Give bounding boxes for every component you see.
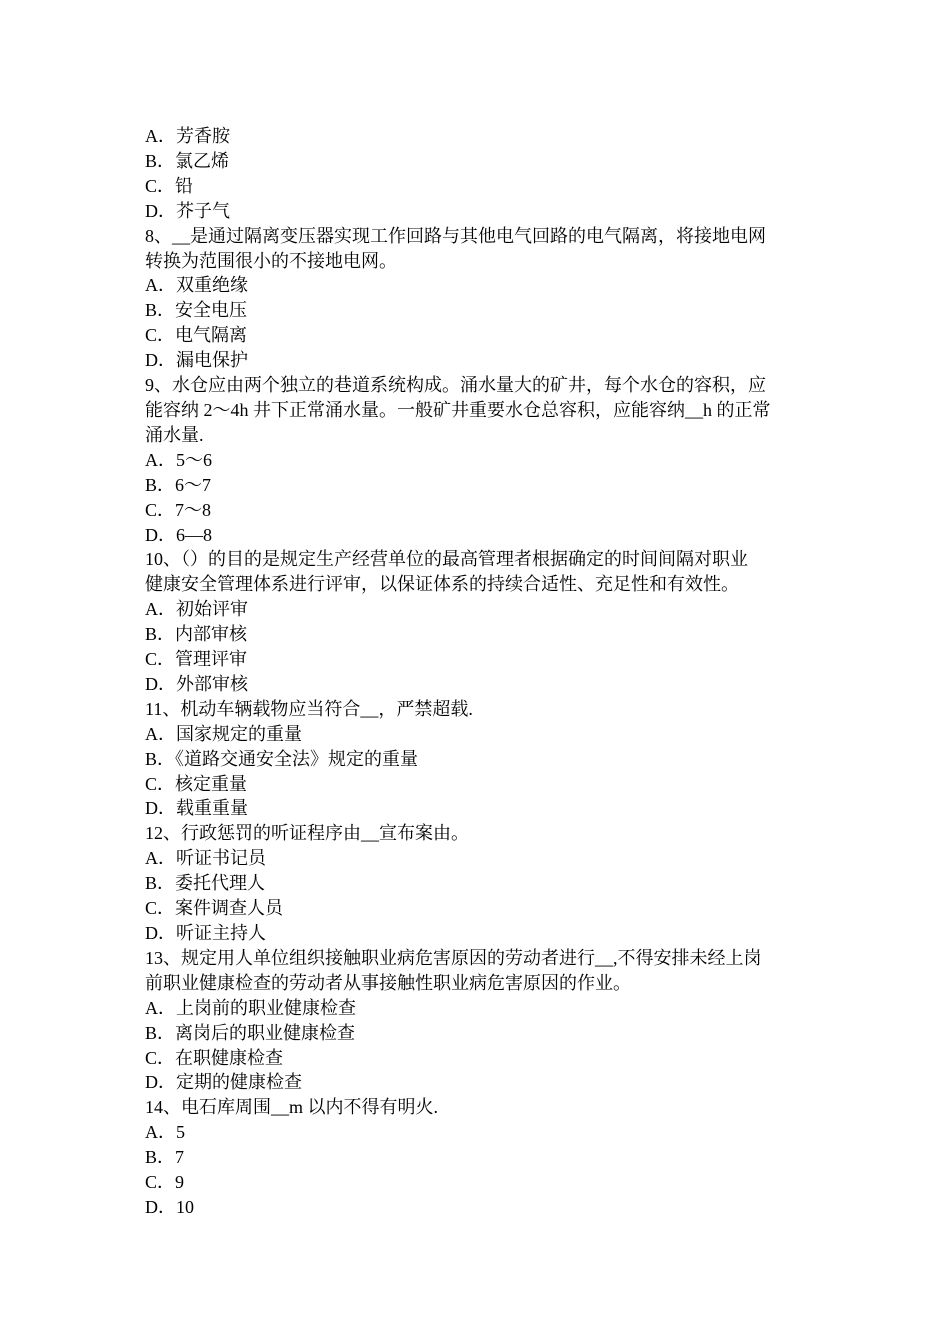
answer-option: C．铅: [145, 175, 194, 196]
question-text: 涌水量.: [145, 424, 204, 445]
answer-option: D．定期的健康检查: [145, 1072, 302, 1093]
answer-option: C．电气隔离: [145, 325, 248, 346]
document-page: [145, 124, 810, 1220]
answer-option: C．7～8: [145, 499, 212, 520]
answer-option: B．安全电压: [145, 300, 248, 321]
answer-option: A．听证书记员: [145, 848, 266, 869]
question-text: 12、行政惩罚的听证程序由__宣布案由。: [145, 823, 469, 844]
answer-option: A．上岗前的职业健康检查: [145, 997, 356, 1018]
answer-option: D．外部审核: [145, 673, 248, 694]
answer-option: D．芥子气: [145, 200, 230, 221]
question-text: 9、水仓应由两个独立的巷道系统构成。涌水量大的矿井，每个水仓的容积，应: [145, 375, 766, 396]
question-text: 前职业健康检查的劳动者从事接触性职业病危害原因的作业。: [145, 972, 631, 993]
answer-option: C．9: [145, 1172, 185, 1193]
answer-option: B．6～7: [145, 474, 212, 495]
answer-option: D．漏电保护: [145, 350, 248, 371]
answer-option: D．载重重量: [145, 798, 248, 819]
question-text: 14、电石库周围__m 以内不得有明火.: [145, 1097, 438, 1118]
answer-option: A．芳香胺: [145, 126, 230, 146]
question-text: 8、__是通过隔离变压器实现工作回路与其他电气回路的电气隔离，将接地电网: [145, 225, 766, 246]
answer-option: A．5: [145, 1122, 185, 1143]
answer-option: D．听证主持人: [145, 923, 266, 943]
answer-option: B．氯乙烯: [145, 150, 230, 171]
answer-option: C．核定重量: [145, 773, 248, 794]
question-text: 健康安全管理体系进行评审，以保证体系的持续合适性、充足性和有效性。: [145, 574, 739, 595]
answer-option: B．7: [145, 1147, 185, 1168]
question-text: 转换为范围很小的不接地电网。: [145, 250, 397, 271]
answer-option: A．5～6: [145, 449, 212, 470]
answer-option: C．管理评审: [145, 649, 248, 670]
question-text: 能容纳 2～4h 井下正常涌水量。一般矿井重要水仓总容积，应能容纳__h 的正常: [145, 399, 771, 420]
answer-option: A．国家规定的重量: [145, 723, 302, 744]
question-text: 13、规定用人单位组织接触职业病危害原因的劳动者进行__,不得安排未经上岗: [145, 947, 762, 968]
answer-option: D．10: [145, 1196, 194, 1217]
answer-option: D．6—8: [145, 524, 212, 545]
answer-option: B．内部审核: [145, 624, 248, 645]
question-text: 10、（）的目的是规定生产经营单位的最高管理者根据确定的时间间隔对职业: [145, 549, 748, 570]
answer-option: B．委托代理人: [145, 873, 266, 894]
answer-option: B．离岗后的职业健康检查: [145, 1022, 356, 1043]
answer-option: A．双重绝缘: [145, 275, 248, 296]
answer-option: B．《道路交通安全法》规定的重量: [145, 748, 419, 769]
answer-option: C．案件调查人员: [145, 898, 284, 919]
answer-option: A．初始评审: [145, 599, 248, 620]
answer-option: C．在职健康检查: [145, 1047, 284, 1068]
question-text: 11、机动车辆载物应当符合__，严禁超载.: [145, 698, 473, 719]
